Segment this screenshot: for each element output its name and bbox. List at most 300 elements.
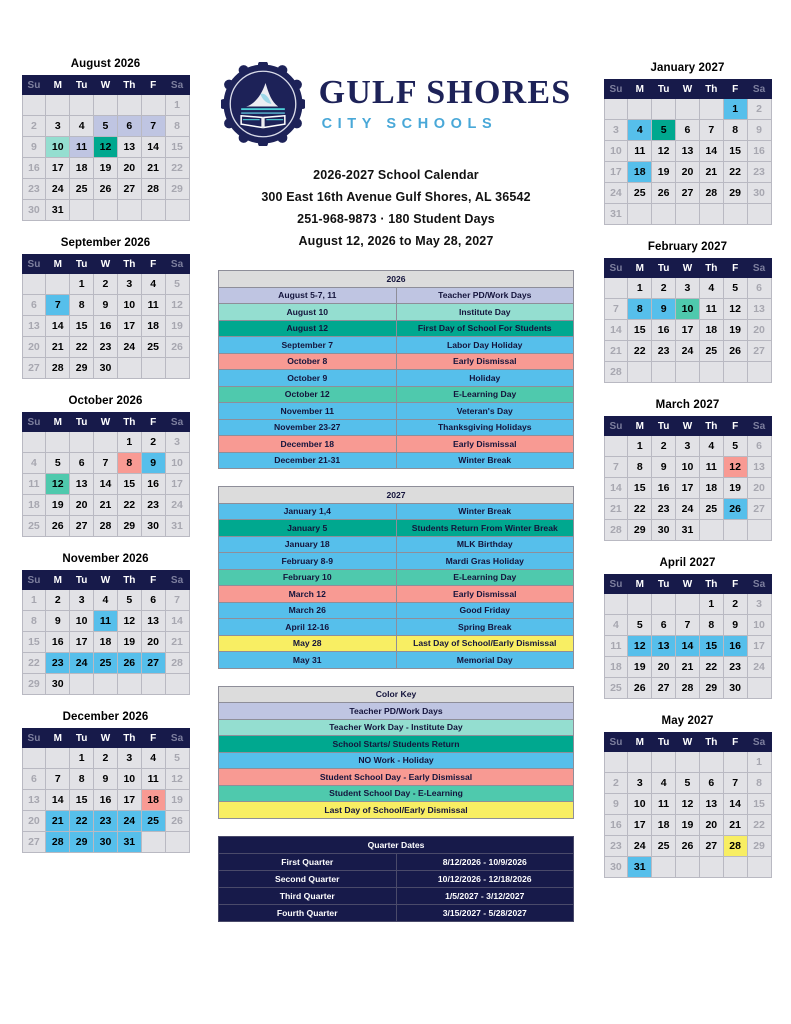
day-cell[interactable]: 2 [652,278,676,299]
day-cell[interactable]: 3 [747,594,771,615]
day-cell[interactable]: 10 [165,453,189,474]
event-row[interactable] [219,569,574,586]
day-cell[interactable]: 8 [22,611,46,632]
event-row[interactable] [219,353,574,370]
day-cell[interactable]: 1 [22,590,46,611]
day-cell[interactable]: 13 [117,137,141,158]
day-cell[interactable]: 13 [747,457,771,478]
day-cell[interactable]: 10 [117,295,141,316]
day-cell[interactable]: 9 [747,120,771,141]
day-cell[interactable]: 15 [723,141,747,162]
day-cell[interactable]: 22 [723,162,747,183]
day-cell[interactable]: 30 [604,857,628,878]
day-cell[interactable]: 15 [22,632,46,653]
day-cell[interactable]: 11 [22,474,46,495]
day-cell[interactable]: 4 [141,274,165,295]
day-cell[interactable]: 21 [699,162,723,183]
day-cell[interactable]: 6 [747,278,771,299]
day-cell[interactable]: 17 [628,815,652,836]
day-cell[interactable]: 14 [699,141,723,162]
day-cell[interactable]: 29 [165,179,189,200]
day-cell[interactable]: 24 [117,811,141,832]
day-cell[interactable]: 9 [604,794,628,815]
day-cell[interactable]: 17 [676,320,700,341]
day-cell[interactable]: 3 [46,116,70,137]
day-cell[interactable]: 23 [22,179,46,200]
day-cell[interactable]: 25 [604,678,628,699]
day-cell[interactable]: 4 [699,436,723,457]
day-cell[interactable]: 7 [46,769,70,790]
day-cell[interactable]: 17 [747,636,771,657]
day-cell[interactable]: 19 [94,158,118,179]
day-cell[interactable]: 23 [747,162,771,183]
day-cell[interactable]: 15 [70,790,94,811]
day-cell[interactable]: 2 [94,274,118,295]
day-cell[interactable]: 6 [117,116,141,137]
day-cell[interactable]: 21 [141,158,165,179]
day-cell[interactable]: 2 [652,436,676,457]
day-cell[interactable]: 10 [604,141,628,162]
day-cell[interactable]: 10 [676,457,700,478]
day-cell[interactable]: 28 [46,358,70,379]
day-cell[interactable]: 14 [723,794,747,815]
day-cell[interactable]: 15 [70,316,94,337]
day-cell[interactable]: 28 [46,832,70,853]
event-row[interactable] [219,304,574,321]
day-cell[interactable]: 23 [46,653,70,674]
day-cell[interactable]: 11 [141,769,165,790]
day-cell[interactable]: 13 [141,611,165,632]
day-cell[interactable]: 4 [652,773,676,794]
day-cell[interactable]: 5 [676,773,700,794]
day-cell[interactable]: 1 [70,274,94,295]
day-cell[interactable]: 22 [22,653,46,674]
day-cell[interactable]: 22 [747,815,771,836]
day-cell[interactable]: 1 [723,99,747,120]
event-row[interactable] [219,619,574,636]
day-cell[interactable]: 2 [604,773,628,794]
day-cell[interactable]: 7 [46,295,70,316]
day-cell[interactable]: 7 [604,457,628,478]
day-cell[interactable]: 12 [94,137,118,158]
event-row[interactable] [219,635,574,652]
day-cell[interactable]: 31 [165,516,189,537]
event-row[interactable] [219,386,574,403]
day-cell[interactable]: 19 [652,162,676,183]
day-cell[interactable]: 23 [652,499,676,520]
day-cell[interactable]: 10 [46,137,70,158]
day-cell[interactable]: 21 [46,337,70,358]
day-cell[interactable]: 18 [699,478,723,499]
day-cell[interactable]: 3 [165,432,189,453]
day-cell[interactable]: 18 [141,316,165,337]
day-cell[interactable]: 15 [628,478,652,499]
day-cell[interactable]: 5 [652,120,676,141]
day-cell[interactable]: 9 [94,295,118,316]
day-cell[interactable]: 20 [747,478,771,499]
day-cell[interactable]: 18 [604,657,628,678]
day-cell[interactable]: 13 [747,299,771,320]
day-cell[interactable]: 11 [141,295,165,316]
day-cell[interactable]: 22 [70,811,94,832]
day-cell[interactable]: 1 [628,436,652,457]
day-cell[interactable]: 23 [94,811,118,832]
day-cell[interactable]: 20 [747,320,771,341]
day-cell[interactable]: 19 [46,495,70,516]
day-cell[interactable]: 24 [676,341,700,362]
day-cell[interactable]: 16 [723,636,747,657]
day-cell[interactable]: 19 [676,815,700,836]
day-cell[interactable]: 9 [652,299,676,320]
day-cell[interactable]: 10 [117,769,141,790]
day-cell[interactable]: 20 [22,811,46,832]
day-cell[interactable]: 25 [141,337,165,358]
day-cell[interactable]: 1 [747,752,771,773]
day-cell[interactable]: 22 [628,499,652,520]
day-cell[interactable]: 3 [628,773,652,794]
day-cell[interactable]: 26 [165,811,189,832]
day-cell[interactable]: 14 [46,790,70,811]
day-cell[interactable]: 28 [676,678,700,699]
day-cell[interactable]: 28 [723,836,747,857]
day-cell[interactable]: 24 [117,337,141,358]
day-cell[interactable]: 3 [70,590,94,611]
day-cell[interactable]: 11 [70,137,94,158]
day-cell[interactable]: 26 [117,653,141,674]
day-cell[interactable]: 14 [676,636,700,657]
day-cell[interactable]: 30 [22,200,46,221]
day-cell[interactable]: 18 [70,158,94,179]
day-cell[interactable]: 22 [117,495,141,516]
day-cell[interactable]: 27 [676,183,700,204]
day-cell[interactable]: 26 [165,337,189,358]
day-cell[interactable]: 25 [652,836,676,857]
day-cell[interactable]: 26 [676,836,700,857]
day-cell[interactable]: 20 [70,495,94,516]
day-cell[interactable]: 6 [676,120,700,141]
day-cell[interactable]: 27 [747,499,771,520]
event-row[interactable] [219,370,574,387]
day-cell[interactable]: 4 [604,615,628,636]
day-cell[interactable]: 1 [70,748,94,769]
day-cell[interactable]: 12 [676,794,700,815]
day-cell[interactable]: 27 [70,516,94,537]
day-cell[interactable]: 29 [22,674,46,695]
day-cell[interactable]: 27 [141,653,165,674]
day-cell[interactable]: 19 [117,632,141,653]
day-cell[interactable]: 11 [652,794,676,815]
day-cell[interactable]: 7 [604,299,628,320]
day-cell[interactable]: 6 [70,453,94,474]
day-cell[interactable]: 11 [699,457,723,478]
day-cell[interactable]: 18 [628,162,652,183]
day-cell[interactable]: 30 [652,520,676,541]
day-cell[interactable]: 11 [94,611,118,632]
day-cell[interactable]: 16 [46,632,70,653]
day-cell[interactable]: 8 [165,116,189,137]
event-row[interactable] [219,503,574,520]
day-cell[interactable]: 25 [628,183,652,204]
day-cell[interactable]: 9 [22,137,46,158]
day-cell[interactable]: 12 [117,611,141,632]
day-cell[interactable]: 20 [117,158,141,179]
day-cell[interactable]: 29 [747,836,771,857]
day-cell[interactable]: 29 [117,516,141,537]
day-cell[interactable]: 6 [22,295,46,316]
day-cell[interactable]: 5 [165,748,189,769]
day-cell[interactable]: 14 [46,316,70,337]
event-row[interactable] [219,553,574,570]
day-cell[interactable]: 22 [628,341,652,362]
day-cell[interactable]: 8 [747,773,771,794]
day-cell[interactable]: 25 [141,811,165,832]
event-row[interactable] [219,652,574,669]
day-cell[interactable]: 16 [22,158,46,179]
day-cell[interactable]: 26 [94,179,118,200]
day-cell[interactable]: 21 [165,632,189,653]
day-cell[interactable]: 12 [723,299,747,320]
day-cell[interactable]: 2 [94,748,118,769]
day-cell[interactable]: 6 [747,436,771,457]
day-cell[interactable]: 31 [676,520,700,541]
event-row[interactable] [219,320,574,337]
day-cell[interactable]: 12 [165,295,189,316]
day-cell[interactable]: 14 [141,137,165,158]
day-cell[interactable]: 5 [628,615,652,636]
day-cell[interactable]: 21 [604,499,628,520]
day-cell[interactable]: 10 [747,615,771,636]
day-cell[interactable]: 25 [699,341,723,362]
day-cell[interactable]: 20 [141,632,165,653]
day-cell[interactable]: 8 [70,295,94,316]
day-cell[interactable]: 17 [165,474,189,495]
day-cell[interactable]: 6 [652,615,676,636]
day-cell[interactable]: 10 [676,299,700,320]
event-row[interactable] [219,436,574,453]
day-cell[interactable]: 13 [70,474,94,495]
day-cell[interactable]: 16 [94,316,118,337]
day-cell[interactable]: 10 [70,611,94,632]
day-cell[interactable]: 11 [604,636,628,657]
day-cell[interactable]: 26 [652,183,676,204]
day-cell[interactable]: 24 [747,657,771,678]
day-cell[interactable]: 5 [46,453,70,474]
day-cell[interactable]: 26 [723,341,747,362]
day-cell[interactable]: 23 [141,495,165,516]
day-cell[interactable]: 21 [676,657,700,678]
day-cell[interactable]: 30 [94,832,118,853]
day-cell[interactable]: 20 [676,162,700,183]
day-cell[interactable]: 17 [70,632,94,653]
event-row[interactable] [219,520,574,537]
day-cell[interactable]: 14 [604,320,628,341]
day-cell[interactable]: 7 [723,773,747,794]
day-cell[interactable]: 11 [699,299,723,320]
day-cell[interactable]: 7 [141,116,165,137]
day-cell[interactable]: 29 [70,832,94,853]
day-cell[interactable]: 29 [699,678,723,699]
day-cell[interactable]: 3 [117,274,141,295]
day-cell[interactable]: 12 [46,474,70,495]
day-cell[interactable]: 8 [723,120,747,141]
day-cell[interactable]: 23 [723,657,747,678]
day-cell[interactable]: 27 [117,179,141,200]
day-cell[interactable]: 21 [94,495,118,516]
day-cell[interactable]: 21 [604,341,628,362]
day-cell[interactable]: 31 [604,204,628,225]
day-cell[interactable]: 17 [604,162,628,183]
day-cell[interactable]: 16 [604,815,628,836]
day-cell[interactable]: 17 [117,316,141,337]
day-cell[interactable]: 17 [117,790,141,811]
day-cell[interactable]: 24 [604,183,628,204]
day-cell[interactable]: 19 [165,790,189,811]
day-cell[interactable]: 25 [699,499,723,520]
day-cell[interactable]: 6 [699,773,723,794]
day-cell[interactable]: 4 [94,590,118,611]
day-cell[interactable]: 13 [22,316,46,337]
day-cell[interactable]: 11 [628,141,652,162]
day-cell[interactable]: 4 [22,453,46,474]
day-cell[interactable]: 29 [70,358,94,379]
day-cell[interactable]: 2 [46,590,70,611]
day-cell[interactable]: 12 [652,141,676,162]
day-cell[interactable]: 15 [165,137,189,158]
day-cell[interactable]: 1 [699,594,723,615]
day-cell[interactable]: 16 [652,478,676,499]
day-cell[interactable]: 7 [165,590,189,611]
day-cell[interactable]: 8 [699,615,723,636]
day-cell[interactable]: 13 [652,636,676,657]
day-cell[interactable]: 13 [22,790,46,811]
day-cell[interactable]: 18 [652,815,676,836]
day-cell[interactable]: 10 [628,794,652,815]
day-cell[interactable]: 3 [117,748,141,769]
day-cell[interactable]: 2 [747,99,771,120]
day-cell[interactable]: 19 [723,478,747,499]
day-cell[interactable]: 28 [141,179,165,200]
day-cell[interactable]: 5 [723,278,747,299]
day-cell[interactable]: 14 [165,611,189,632]
day-cell[interactable]: 5 [165,274,189,295]
day-cell[interactable]: 31 [628,857,652,878]
day-cell[interactable]: 18 [141,790,165,811]
day-cell[interactable]: 8 [70,769,94,790]
day-cell[interactable]: 20 [22,337,46,358]
day-cell[interactable]: 26 [628,678,652,699]
day-cell[interactable]: 5 [117,590,141,611]
day-cell[interactable]: 12 [723,457,747,478]
event-row[interactable] [219,287,574,304]
day-cell[interactable]: 23 [94,337,118,358]
day-cell[interactable]: 31 [46,200,70,221]
day-cell[interactable]: 9 [46,611,70,632]
day-cell[interactable]: 25 [94,653,118,674]
day-cell[interactable]: 28 [699,183,723,204]
event-row[interactable] [219,602,574,619]
day-cell[interactable]: 27 [747,341,771,362]
day-cell[interactable]: 14 [604,478,628,499]
day-cell[interactable]: 26 [46,516,70,537]
day-cell[interactable]: 29 [723,183,747,204]
day-cell[interactable]: 4 [141,748,165,769]
day-cell[interactable]: 30 [723,678,747,699]
event-row[interactable] [219,452,574,469]
day-cell[interactable]: 27 [22,832,46,853]
day-cell[interactable]: 29 [628,520,652,541]
day-cell[interactable]: 28 [165,653,189,674]
day-cell[interactable]: 13 [676,141,700,162]
day-cell[interactable]: 9 [94,769,118,790]
day-cell[interactable]: 30 [141,516,165,537]
day-cell[interactable]: 24 [628,836,652,857]
day-cell[interactable]: 21 [46,811,70,832]
day-cell[interactable]: 20 [652,657,676,678]
day-cell[interactable]: 5 [723,436,747,457]
day-cell[interactable]: 25 [22,516,46,537]
day-cell[interactable]: 4 [699,278,723,299]
day-cell[interactable]: 18 [699,320,723,341]
event-row[interactable] [219,536,574,553]
day-cell[interactable]: 2 [141,432,165,453]
day-cell[interactable]: 28 [604,362,628,383]
day-cell[interactable]: 24 [70,653,94,674]
day-cell[interactable]: 1 [165,95,189,116]
day-cell[interactable]: 7 [699,120,723,141]
day-cell[interactable]: 2 [22,116,46,137]
event-row[interactable] [219,586,574,603]
day-cell[interactable]: 20 [699,815,723,836]
day-cell[interactable]: 30 [747,183,771,204]
day-cell[interactable]: 8 [628,457,652,478]
event-row[interactable] [219,337,574,354]
day-cell[interactable]: 15 [699,636,723,657]
day-cell[interactable]: 19 [165,316,189,337]
day-cell[interactable]: 9 [141,453,165,474]
day-cell[interactable]: 28 [604,520,628,541]
day-cell[interactable]: 14 [94,474,118,495]
day-cell[interactable]: 23 [652,341,676,362]
day-cell[interactable]: 6 [22,769,46,790]
day-cell[interactable]: 16 [652,320,676,341]
day-cell[interactable]: 15 [747,794,771,815]
day-cell[interactable]: 27 [22,358,46,379]
day-cell[interactable]: 27 [699,836,723,857]
day-cell[interactable]: 22 [699,657,723,678]
event-row[interactable] [219,419,574,436]
day-cell[interactable]: 19 [723,320,747,341]
day-cell[interactable]: 24 [676,499,700,520]
day-cell[interactable]: 13 [699,794,723,815]
day-cell[interactable]: 28 [94,516,118,537]
day-cell[interactable]: 24 [46,179,70,200]
day-cell[interactable]: 21 [723,815,747,836]
day-cell[interactable]: 2 [723,594,747,615]
day-cell[interactable]: 16 [94,790,118,811]
day-cell[interactable]: 9 [652,457,676,478]
day-cell[interactable]: 12 [628,636,652,657]
day-cell[interactable]: 5 [94,116,118,137]
day-cell[interactable]: 17 [46,158,70,179]
day-cell[interactable]: 27 [652,678,676,699]
day-cell[interactable]: 22 [165,158,189,179]
day-cell[interactable]: 17 [676,478,700,499]
day-cell[interactable]: 3 [676,436,700,457]
day-cell[interactable]: 4 [628,120,652,141]
day-cell[interactable]: 4 [70,116,94,137]
day-cell[interactable]: 12 [165,769,189,790]
day-cell[interactable]: 16 [747,141,771,162]
